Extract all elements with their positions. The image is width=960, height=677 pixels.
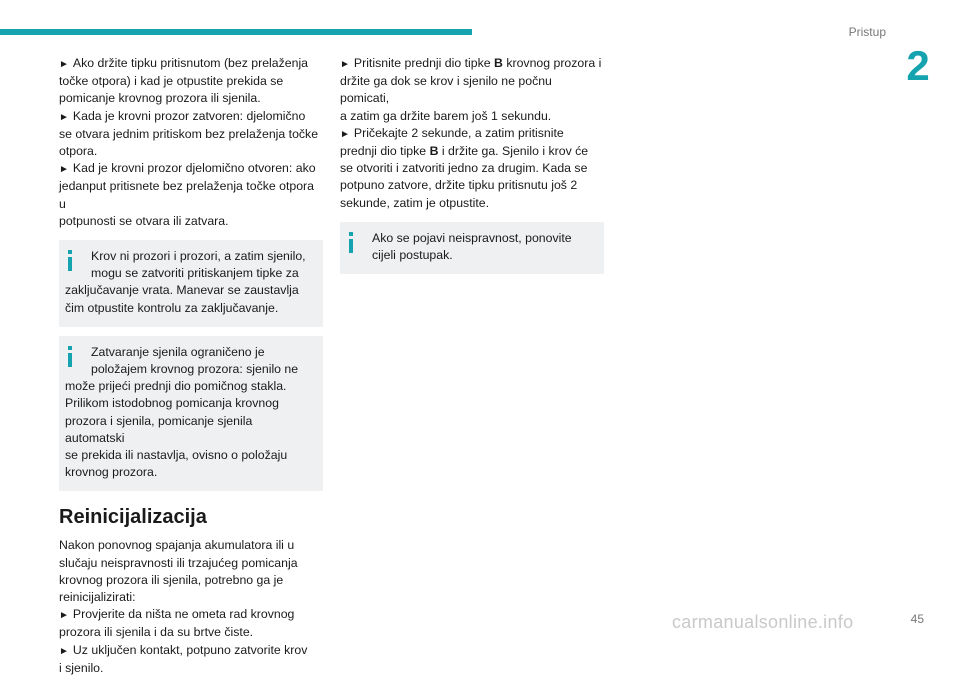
arrow-icon: ► [59, 59, 69, 70]
info-box: Ako se pojavi neispravnost, ponovite cijeli postupak. [340, 222, 604, 274]
top-accent-bar [0, 29, 472, 35]
info-icon [65, 250, 75, 272]
info-box: Krov ni prozori i prozori, a zatim sjenilo, mogu se zatvoriti pritiskanjem tipke za zaključavanje vrata. Manevar se zaustavlja čim otpustite kontrolu za zaključavanje. [59, 240, 323, 327]
info-box: Zatvaranje sjenila ograničeno je položajem krovnog prozora: sjenilo ne može prijeći prednji dio pomičnog stakla. Prilikom istodobnog pomicanja krovnog prozora i sjenila, pomicanje sjenila automatski se prekida ili nastavlja, ovisno o položaju krovnog prozora. [59, 336, 323, 492]
section-heading: Reinicijalizacija [59, 506, 207, 529]
page-number: 45 [910, 612, 924, 626]
chapter-number: 2 [906, 42, 930, 89]
paragraph: ► Ako držite tipku pritisnutom (bez prelaženja točke otpora) i kad je otpustite prekida se pomicanje krovnog prozora ili sjenila. ► Kada je krovni prozor zatvoren: djelomično se otvara jednim pritiskom bez prelaženja točke otpora. ► Kad je krovni prozor djelomično otvoren: ako jedanput pritisnete bez prelaženja točke otpora u potpunosti se otvara ili zatvara. [59, 56, 319, 228]
right-column [340, 55, 604, 274]
left-column [59, 55, 323, 677]
arrow-icon: ► [59, 111, 69, 123]
info-icon [65, 346, 75, 368]
arrow-icon: ► [340, 128, 350, 140]
section-title: Pristup [848, 25, 886, 39]
info-icon [346, 232, 356, 254]
arrow-icon: ► [59, 164, 69, 176]
watermark: carmanualsonline.info [672, 612, 854, 632]
arrow-icon: ► [59, 610, 69, 622]
arrow-icon: ► [340, 59, 350, 70]
paragraph: ► Pritisnite prednji dio tipke B krovnog prozora i držite ga dok se krov i sjenilo ne počnu pomicati, a zatim ga držite barem još 1 sekundu. ► Pričekajte 2 sekunde, a zatim pritisnite prednji dio tipke B i držite ga. Sjenilo i krov će se otvoriti i zatvoriti jedno za drugim. Kada se potpuno zatvore, držite tipku pritisnutu još 2 sekunde, zatim je otpustite. [340, 56, 602, 210]
paragraph: Nakon ponovnog spajanja akumulatora ili u slučaju neispravnosti ili trzajućeg pomicanja krovnog prozora ili sjenila, potrebno ga je reinicijalizirati: ► Provjerite da ništa ne ometa rad krovnog prozora ili sjenila i da su brtve čiste. ► Uz uključen kontakt, potpuno zatvorite krov i sjenilo. [59, 538, 308, 675]
arrow-icon: ► [59, 645, 69, 657]
